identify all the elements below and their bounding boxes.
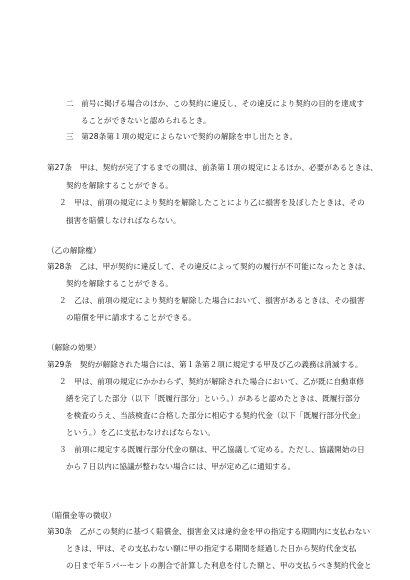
- article-29-para2-line3: を検査のうえ、当該検査に合格した部分に相応する契約代金（以下「既履行部分代金」: [66, 411, 365, 420]
- clause-item-2-line2: ることができないと認められるとき。: [81, 116, 211, 125]
- article-28-line1: 第28条 乙は、甲が契約に違反して、その違反によって契約の履行が不可能になったときは、: [47, 262, 370, 271]
- article-27-line2: 契約を解除することができる。: [66, 181, 174, 190]
- article-29-para2-line1: ２ 甲は、前項の規定にかかわらず、契約が解除された場合において、乙が既に自動車修: [59, 377, 364, 386]
- heading-effect-of-termination: （解除の効果）: [47, 343, 101, 352]
- article-27-line1: 第27条 甲は、契約が完了するまでの間は、前条第１項の規定によるほか、必要があるときは、: [47, 163, 378, 172]
- article-29-para2-line2: 繕を完了した部分（以下「既履行部分」という。）があると認めたときは、既履行部分: [66, 394, 361, 403]
- article-28-para2-line1: ２ 乙は、前項の規定により契約を解除した場合において、損害があるときは、その損害: [59, 296, 365, 305]
- article-28-para2-line2: の賠償を甲に請求することができる。: [66, 313, 196, 322]
- article-27-para2-line1: ２ 甲は、前項の規定により契約を解除したことにより乙に損害を及ぼしたときは、その: [59, 198, 365, 207]
- article-29-line1: 第29条 契約が解除された場合には、第１条第２項に規定する甲及び乙の義務は消滅する。: [47, 360, 363, 369]
- article-30-line1: 第30条 乙がこの契約に基づく賠償金、損害金又は違約金を甲の指定する期間内に支払わない: [47, 527, 371, 536]
- clause-item-3: 三 第28条第１項の規定によらないで契約の解除を申し出たとき。: [66, 132, 298, 141]
- article-29-para2-line4: という。）を乙に支払わなければならない。: [66, 428, 216, 437]
- article-28-line2: 契約を解除することができる。: [66, 279, 174, 288]
- clause-item-2-line1: 二 前号に掲げる場合のほか、この契約に違反し、その違反により契約の目的を達成す: [66, 99, 365, 108]
- article-27-para2-line2: 損害を賠償しなければならない。: [66, 216, 181, 225]
- heading-contractor-termination-right: （乙の解除権）: [47, 246, 101, 255]
- article-30-line3: の日まで年５パーセントの割合で計算した利息を付した額と、甲の支払うべき契約代金と: [66, 561, 372, 570]
- article-30-line2: ときは、甲は、その支払わない額に甲の指定する期間を経過した日から契約代金支払: [66, 544, 357, 553]
- heading-collection-of-damages: （賠償金等の徴収）: [47, 511, 116, 520]
- article-29-para3-line1: ３ 前項に規定する既履行部分代金の額は、甲乙協議して定める。ただし、協議開始の日: [59, 445, 365, 454]
- article-29-para3-line2: から７日以内に協議が整わない場合には、甲が定め乙に通知する。: [66, 462, 296, 471]
